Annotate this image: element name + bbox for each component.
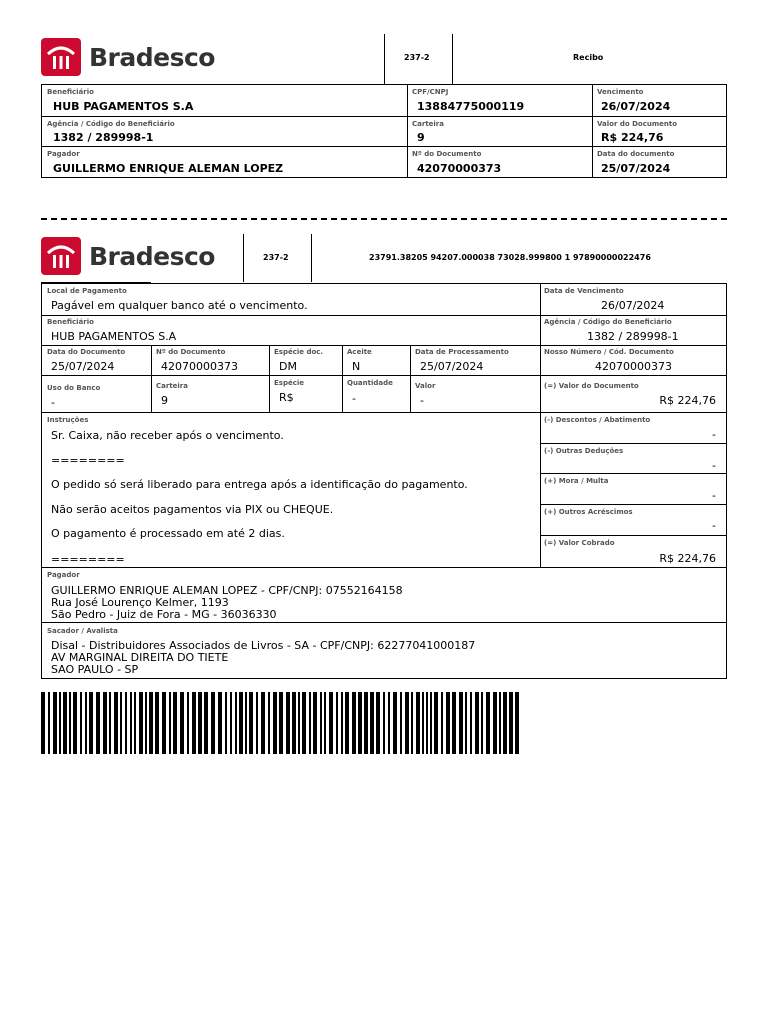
num-doc-label: Nº do Documento <box>156 348 226 356</box>
receipt-beneficiario: HUB PAGAMENTOS S.A <box>53 100 194 113</box>
barcode <box>41 692 521 754</box>
valor-documento: R$ 224,76 <box>659 394 716 407</box>
bradesco-logo-text: Bradesco <box>89 242 215 271</box>
data-processamento: 25/07/2024 <box>420 360 484 373</box>
instrucao-line: O pedido só será liberado para entrega após a identificação do pagamento. <box>51 478 468 491</box>
descontos: - <box>712 428 716 441</box>
data-proc-label: Data de Processamento <box>415 348 509 356</box>
sacador-line: SAO PAULO - SP <box>51 663 139 676</box>
receipt-num-doc: 42070000373 <box>417 162 502 175</box>
bradesco-logo-icon <box>41 237 81 275</box>
acrescimos-label: (+) Outros Acréscimos <box>544 508 633 516</box>
instrucao-line: O pagamento é processado em até 2 dias. <box>51 527 285 540</box>
aceite-label: Aceite <box>347 348 372 356</box>
pagador-line: São Pedro - Juiz de Fora - MG - 36036330 <box>51 608 277 621</box>
pagador-line: Rua José Lourenço Kelmer, 1193 <box>51 596 229 609</box>
receipt-carteira: 9 <box>417 131 425 144</box>
descontos-label: (-) Descontos / Abatimento <box>544 416 651 424</box>
receipt-vencimento-label: Vencimento <box>597 88 644 96</box>
receipt-cpf: 13884775000119 <box>417 100 525 113</box>
instrucao-line: ======== <box>51 553 125 566</box>
sacador-line: AV MARGINAL DIREITA DO TIETE <box>51 651 229 664</box>
outros-acrescimos: - <box>712 519 716 532</box>
receipt-pagador: GUILLERMO ENRIQUE ALEMAN LOPEZ <box>53 162 284 175</box>
quantidade-label: Quantidade <box>347 379 393 387</box>
sacador-label: Sacador / Avalista <box>47 627 118 635</box>
agencia-codigo: 1382 / 289998-1 <box>587 330 679 343</box>
receipt-carteira-label: Carteira <box>412 120 444 128</box>
local-label: Local de Pagamento <box>47 287 127 295</box>
receipt-pagador-label: Pagador <box>47 150 80 158</box>
especie-label: Espécie <box>274 379 305 387</box>
beneficiario: HUB PAGAMENTOS S.A <box>51 330 177 343</box>
valor-cobrado: R$ 224,76 <box>659 552 716 565</box>
valor-cobrado-label: (=) Valor Cobrado <box>544 539 615 547</box>
receipt-cpf-label: CPF/CNPJ <box>412 88 449 96</box>
receipt-num-doc-label: Nº do Documento <box>412 150 482 158</box>
receipt-data-doc: 25/07/2024 <box>601 162 671 175</box>
valor-doc-label: (=) Valor do Documento <box>544 382 639 390</box>
pagador-line: GUILLERMO ENRIQUE ALEMAN LOPEZ - CPF/CNPJ: 07552164158 <box>51 584 403 597</box>
mora-multa: - <box>712 489 716 502</box>
cut-line <box>41 218 727 220</box>
outras-deducoes-label: (-) Outras Deduções <box>544 447 624 455</box>
valor: - <box>420 394 424 407</box>
nosso-num-label: Nosso Número / Cód. Documento <box>544 348 674 356</box>
uso-banco-label: Uso do Banco <box>47 384 101 392</box>
mora-label: (+) Mora / Multa <box>544 477 609 485</box>
especie-doc-label: Espécie doc. <box>274 348 324 356</box>
carteira-label: Carteira <box>156 382 188 390</box>
uso-banco: - <box>51 396 55 409</box>
slip-bank-code: 237-2 <box>263 253 289 262</box>
linha-digitavel: 23791.38205 94207.000038 73028.999800 1 97890000022476 <box>369 253 651 262</box>
bradesco-logo-text: Bradesco <box>89 43 215 72</box>
instrucao-line: ======== <box>51 454 125 467</box>
sacador-line: Disal - Distribuidores Associados de Livros - SA - CPF/CNPJ: 62277041000187 <box>51 639 476 652</box>
carteira: 9 <box>161 394 168 407</box>
receipt-agencia-label: Agência / Código do Beneficiário <box>47 120 175 128</box>
bradesco-logo-icon <box>41 38 81 76</box>
especie: R$ <box>279 391 294 404</box>
receipt-agencia: 1382 / 289998-1 <box>53 131 154 144</box>
data-venc-label: Data de Vencimento <box>544 287 624 295</box>
receipt-valor: R$ 224,76 <box>601 131 664 144</box>
receipt-title: Recibo <box>573 53 604 62</box>
quantidade: - <box>352 392 356 405</box>
instrucoes-label: Instruções <box>47 416 89 424</box>
receipt-vencimento: 26/07/2024 <box>601 100 671 113</box>
instrucao-line: Não serão aceitos pagamentos via PIX ou CHEQUE. <box>51 503 334 516</box>
receipt-data-doc-label: Data do documento <box>597 150 675 158</box>
bank-code: 237-2 <box>404 53 430 62</box>
data-vencimento: 26/07/2024 <box>601 299 665 312</box>
data-doc-label: Data do Documento <box>47 348 126 356</box>
aceite: N <box>352 360 361 373</box>
benef-label: Beneficiário <box>47 318 94 326</box>
outras-deducoes: - <box>712 459 716 472</box>
instrucao-line: Sr. Caixa, não receber após o vencimento. <box>51 429 284 442</box>
data-documento: 25/07/2024 <box>51 360 115 373</box>
agencia-label: Agência / Código do Beneficiário <box>544 318 672 326</box>
nosso-numero: 42070000373 <box>595 360 672 373</box>
local-pagamento: Pagável em qualquer banco até o vencimento. <box>51 299 308 312</box>
receipt-beneficiario-label: Beneficiário <box>47 88 94 96</box>
valor-label: Valor <box>415 382 436 390</box>
num-documento: 42070000373 <box>161 360 238 373</box>
especie-doc: DM <box>279 360 297 373</box>
receipt-valor-label: Valor do Documento <box>597 120 678 128</box>
pagador-label: Pagador <box>47 571 80 579</box>
